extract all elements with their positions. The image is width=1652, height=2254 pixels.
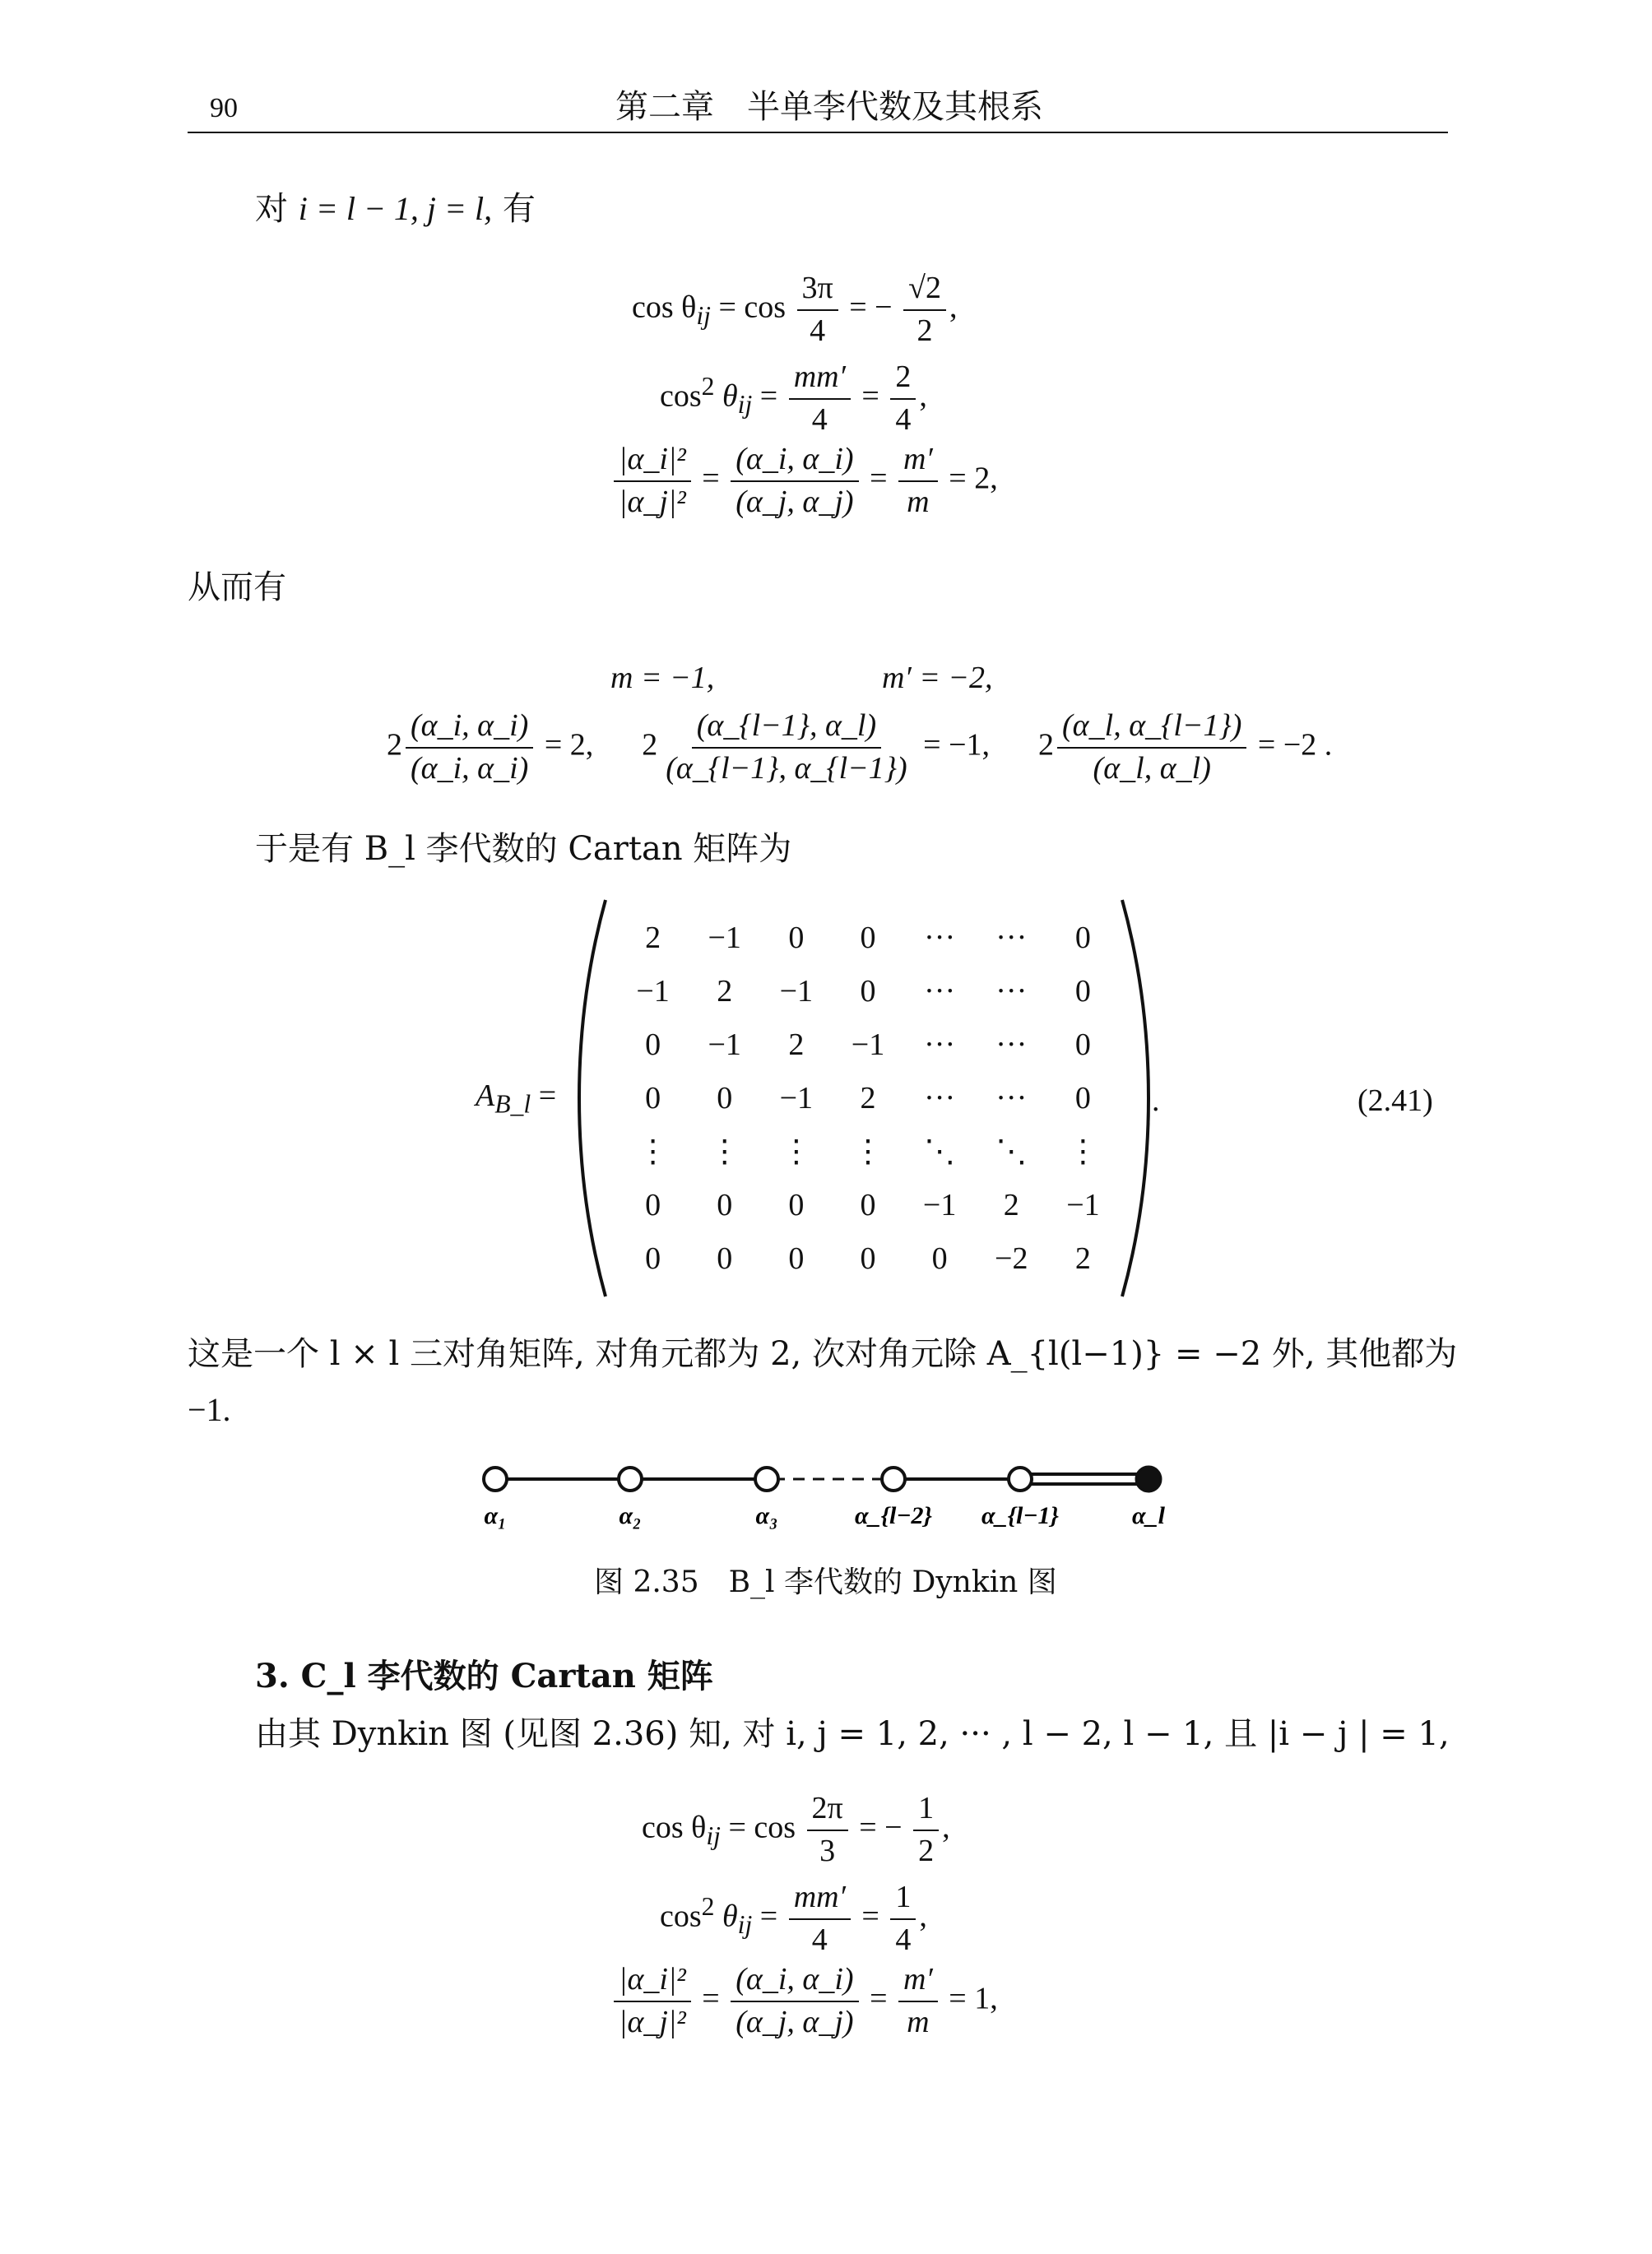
- fraction: $\frac{m'}{m}$: [898, 443, 938, 520]
- matrix-cell: 2: [1003, 1188, 1019, 1222]
- fraction: $\frac{(\alpha\_i, \alpha\_i)}{(\alpha\_i, \alpha\_i)}$: [406, 709, 533, 786]
- eq3-line2: $\cos^2 \theta_{ij}$ = $\frac{mm'}{4}$ = $\frac{1}{4}$ ,: [660, 1880, 927, 1957]
- section-heading: 3. C_l 李代数的 Cartan 矩阵: [255, 1657, 713, 1695]
- eq3-line1: $\cos \theta_{ij} = \cos$ $\frac{2\pi}{3}$ = − $\frac{1}{2}$ ,: [642, 1791, 950, 1868]
- matrix-cell: 0: [645, 1241, 661, 1276]
- matrix-cell: −1: [636, 974, 670, 1009]
- fraction: $\frac{1}{2}$: [913, 1792, 939, 1869]
- matrix-cell: 0: [788, 1241, 805, 1276]
- matrix-description-line2: −1.: [188, 1391, 231, 1428]
- dynkin-node: [484, 1468, 507, 1491]
- matrix-cell: 0: [645, 1188, 661, 1222]
- dynkin-node-filled: [1136, 1467, 1161, 1491]
- page-number: 90: [210, 93, 238, 123]
- fraction: $\frac{mm'}{4}$: [789, 360, 851, 438]
- matrix-cell: 0: [860, 921, 876, 955]
- fraction: $\frac{(\alpha\_l, \alpha\_\{l-1\})}{(\alpha\_l, \alpha\_l)}$: [1057, 709, 1246, 786]
- eq1-line1: $\cos \theta_{ij} = \cos$ $\frac{3\pi}{4}$ = − $\frac{√2}{2}$ ,: [632, 271, 958, 348]
- header-rule: [188, 132, 1448, 133]
- matrix-cell: ···: [995, 974, 1028, 1009]
- dynkin-node: [755, 1468, 778, 1491]
- matrix-description-line1: 这是一个 l × l 三对角矩阵, 对角元都为 2, 次对角元除 A_{l(l−1)} = −2 外, 其他都为: [188, 1335, 1458, 1373]
- matrix-lhs: $A_{B\_l}$ =: [476, 1078, 557, 1119]
- conclusion-line: 从而有: [188, 568, 286, 606]
- matrix-cell: 2: [717, 974, 733, 1009]
- matrix-cell: ···: [924, 921, 956, 955]
- fraction: $\frac{m'}{m}$: [898, 1963, 938, 2040]
- matrix-cell: −1: [1066, 1188, 1100, 1222]
- matrix-cell: −1: [851, 1027, 885, 1062]
- fraction: $\frac{1}{4}$: [890, 1881, 916, 1958]
- fraction: $\frac{mm'}{4}$: [789, 1881, 851, 1958]
- matrix-cell: ···: [995, 921, 1028, 955]
- matrix-cell: 2: [860, 1081, 876, 1115]
- matrix-cell: ···: [924, 974, 956, 1009]
- matrix-cell: −1: [922, 1188, 957, 1222]
- dynkin-diagram: [461, 1449, 1185, 1532]
- matrix-cell: ⋱: [995, 1134, 1028, 1169]
- matrix-cell: 0: [717, 1081, 733, 1115]
- intro-line: 对 i = l − 1, j = l, 有: [255, 190, 536, 228]
- dynkin-label: α₁: [484, 1502, 507, 1529]
- fraction: $\frac{√2}{2}$: [903, 271, 946, 349]
- matrix-cell: ···: [924, 1081, 956, 1115]
- fraction: $\frac{\text{|α\_i|²}}{\text{|α\_j|²}}$: [614, 443, 691, 520]
- matrix-cell: −1: [708, 921, 741, 955]
- matrix-cell: ⋮: [852, 1134, 884, 1169]
- matrix-cell: 0: [860, 974, 876, 1009]
- fraction: $\frac{(\alpha\_\{l-1\}, \alpha\_l)}{(\alpha\_\{l-1\}, \alpha\_\{l-1\})}$: [666, 708, 907, 786]
- matrix-cell: 2: [1074, 1241, 1091, 1276]
- dynkin-node: [1009, 1468, 1032, 1491]
- matrix-cell: 2: [645, 921, 661, 955]
- dynkin-label: α₂: [619, 1502, 642, 1529]
- matrix-cell: −2: [995, 1241, 1028, 1276]
- matrix-cell: ⋮: [1067, 1134, 1099, 1169]
- matrix-cell: 0: [1074, 1027, 1091, 1062]
- equation-number: (2.41): [1357, 1083, 1433, 1118]
- figure-caption: 图 2.35 B_l 李代数的 Dynkin 图: [594, 1565, 1057, 1599]
- fraction: $\frac{2\pi}{3}$: [807, 1792, 848, 1869]
- eq2-line1b: m′ = −2,: [882, 661, 993, 695]
- dynkin-label: α_{l−2}: [855, 1502, 932, 1529]
- eq2-line1a: m = −1,: [610, 661, 715, 695]
- left-paren: [576, 897, 609, 1300]
- matrix-cell: 0: [645, 1027, 661, 1062]
- cartan-intro: 于是有 B_l 李代数的 Cartan 矩阵为: [255, 830, 792, 868]
- fraction: $\frac{2}{4}$: [890, 360, 916, 438]
- fraction: $\frac{(\alpha\_i, \alpha\_i)}{(\alpha\_j, \alpha\_j)}$: [731, 443, 858, 520]
- right-paren: [1119, 897, 1152, 1300]
- fraction: $\frac{\text{|α\_i|²}}{\text{|α\_j|²}}$: [614, 1963, 691, 2040]
- eq3-line3: $\frac{\text{|α\_i|²}}{\text{|α\_j|²}}$ = $\frac{(\alpha\_i, \alpha\_i)}{(\alpha\_j, \alpha\_j)}$ = $\frac{m'}{m}$ = 1,: [610, 1963, 998, 2040]
- dynkin-label: α₃: [755, 1502, 778, 1529]
- matrix-cell: ···: [924, 1027, 956, 1062]
- eq1-line3: $\frac{\text{|α\_i|²}}{\text{|α\_j|²}}$ = $\frac{(\alpha\_i, \alpha\_i)}{(\alpha\_j, \alpha\_j)}$ = $\frac{m'}{m}$ = 2,: [610, 443, 998, 520]
- matrix-cell: 0: [1074, 1081, 1091, 1115]
- matrix-grid: [617, 911, 1119, 1286]
- matrix-end: .: [1152, 1083, 1160, 1118]
- matrix-cell: 0: [1074, 921, 1091, 955]
- matrix-cell: ⋮: [708, 1134, 740, 1169]
- eq2-line2: 2 $\frac{(\alpha\_i, \alpha\_i)}{(\alpha\_i, \alpha\_i)}$ = 2, 2 $\frac{(\alpha\_\{l-1\}, \alpha\_l)}{(\alpha\_\{l-1\}, \alpha\_\{l-1\})}$ = −1, 2 $\frac{(\alpha\_l, \alpha\_\{l-1\})}{(\alpha\_l, \alpha\_l)}$ = −2 .: [387, 708, 1333, 786]
- matrix-cell: ⋱: [924, 1134, 956, 1169]
- section-intro: 由其 Dynkin 图 (见图 2.36) 知, 对 i, j = 1, 2, ··· , l − 2, l − 1, 且 |i − j | = 1,: [255, 1715, 1450, 1753]
- dynkin-label: α_l: [1132, 1502, 1165, 1529]
- matrix-cell: ⋮: [780, 1134, 812, 1169]
- matrix-cell: 0: [788, 921, 805, 955]
- cartan-matrix: [576, 897, 1152, 1300]
- matrix-cell: 0: [1074, 974, 1091, 1009]
- matrix-cell: −1: [708, 1027, 741, 1062]
- matrix-cell: ···: [995, 1027, 1028, 1062]
- matrix-cell: 0: [860, 1241, 876, 1276]
- dynkin-node: [619, 1468, 642, 1491]
- fraction: $\frac{3\pi}{4}$: [797, 271, 838, 349]
- matrix-cell: ⋮: [637, 1134, 669, 1169]
- dynkin-label: α_{l−1}: [981, 1502, 1059, 1529]
- matrix-cell: 0: [717, 1188, 733, 1222]
- matrix-cell: 0: [931, 1241, 948, 1276]
- chapter-title: 第二章 半单李代数及其根系: [615, 88, 1043, 126]
- matrix-cell: 0: [860, 1188, 876, 1222]
- intro-condition: i = l − 1, j = l,: [298, 190, 493, 227]
- matrix-cell: 0: [788, 1188, 805, 1222]
- fraction: $\frac{(\alpha\_i, \alpha\_i)}{(\alpha\_j, \alpha\_j)}$: [731, 1963, 858, 2040]
- matrix-cell: 0: [717, 1241, 733, 1276]
- matrix-cell: ···: [995, 1081, 1028, 1115]
- dynkin-node: [882, 1468, 905, 1491]
- eq1-line2: $\cos^2 \theta_{ij}$ = $\frac{mm'}{4}$ = $\frac{2}{4}$ ,: [660, 359, 927, 437]
- matrix-cell: −1: [779, 974, 814, 1009]
- matrix-cell: 2: [788, 1027, 805, 1062]
- matrix-cell: −1: [779, 1081, 814, 1115]
- matrix-cell: 0: [645, 1081, 661, 1115]
